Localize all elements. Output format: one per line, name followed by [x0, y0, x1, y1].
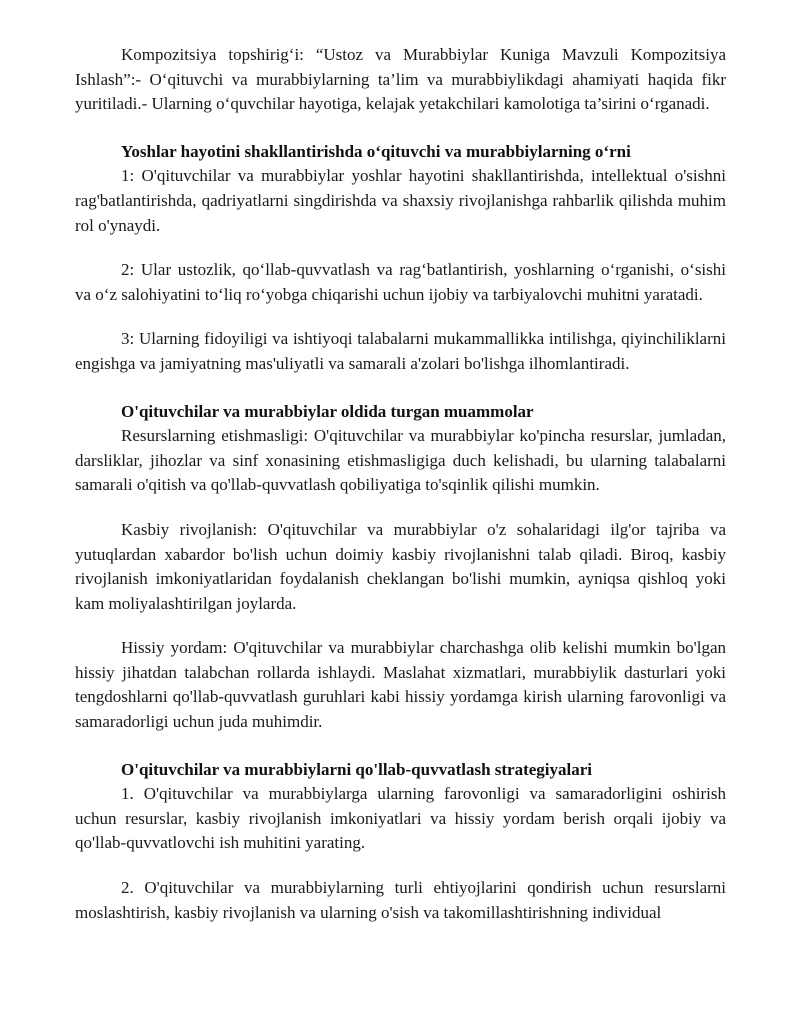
intro-paragraph: Kompozitsiya topshirig‘i: “Ustoz va Murabbiylar Kuniga Mavzuli Kompozitsiya Ishlash”:- O‘qituvchi va murabbiylarning ta’lim va murabbiylikdagi ahamiyati haqida fikr yuritiladi.- Ularning o‘quvchilar hayotiga, kelajak yetakchilari kamolotiga ta’sirini o‘rganadi. — [75, 45, 726, 114]
paragraph-strategies-1: 1. O'qituvchilar va murabbiylarga ularning farovonligi va samaradorligini oshirish uchun resurslar, kasbiy rivojlanish imkoniyatlari va hissiy yordam berish orqali ijobiy va qo'llab-quvvatlovchi ish muhitini yarating. — [75, 784, 726, 853]
paragraph-youth-role-1: 1: O'qituvchilar va murabbiylar yoshlar hayotini shakllantirishda, intellektual o'sishni rag'batlantirishda, qadriyatlarni singdirishda va shaxsiy rivojlanishga rahbarlik qilishda muhim rol o'ynaydi. — [75, 166, 726, 235]
section-heading-strategies: O'qituvchilar va murabbiylarni qo'llab-quvvatlash strategiyalari — [121, 759, 593, 779]
paragraph-challenges-resources: Resurslarning etishmasligi: O'qituvchilar va murabbiylar ko'pincha resurslar, jumladan, darsliklar, jihozlar va sinf xonasining etishmasligiga duch kelishadi, bu ularning talabalarni samarali o'qitish va qo'llab-quvvatlash qobiliyatiga to'sqinlik qilishi mumkin. — [75, 426, 726, 495]
section-heading-challenges: O'qituvchilar va murabbiylar oldida turgan muammolar — [121, 401, 534, 421]
paragraph-youth-role-2: 2: Ular ustozlik, qo‘llab-quvvatlash va rag‘batlantirish, yoshlarning o‘rganishi, o‘sishi va o‘z salohiyatini to‘liq ro‘yobga chiqarishi uchun ijobiy va tarbiyalovchi muhitni yaratadi. — [75, 260, 726, 304]
paragraph-strategies-2: 2. O'qituvchilar va murabbiylarning turli ehtiyojlarini qondirish uchun resurslarni moslashtirish, kasbiy rivojlanish va ularning o'sish va takomillashtirishning individual — [75, 878, 726, 922]
paragraph-challenges-development: Kasbiy rivojlanish: O'qituvchilar va murabbiylar o'z sohalaridagi ilg'or tajriba va yutuqlardan xabardor bo'lish uchun doimiy kasbiy rivojlanishni talab qiladi. Biroq, kasbiy rivojlanish imkoniyatlaridan foydalanish cheklangan bo'lishi mumkin, ayniqsa qishloq yoki kam moliyalashtirilgan joylarda. — [75, 519, 726, 613]
section-heading-youth-role: Yoshlar hayotini shakllantirishda o‘qituvchi va murabbiylarning o‘rni — [121, 141, 631, 161]
paragraph-youth-role-3: 3: Ularning fidoyiligi va ishtiyoqi talabalarni mukammallikka intilishga, qiyinchiliklarni engishga va jamiyatning mas'uliyatli va samarali a'zolari bo'lishga ilhomlantiradi. — [75, 329, 726, 373]
paragraph-challenges-emotional: Hissiy yordam: O'qituvchilar va murabbiylar charchashga olib kelishi mumkin bo'lgan hissiy jihatdan talabchan rollarda ishlaydi. Maslahat xizmatlari, murabbiylik dasturlari yoki tengdoshlarni qo'llab-quvvatlash guruhlari kabi hissiy yordamga kirish ularning farovonligi va samaradorligi uchun juda muhimdir. — [75, 638, 726, 732]
